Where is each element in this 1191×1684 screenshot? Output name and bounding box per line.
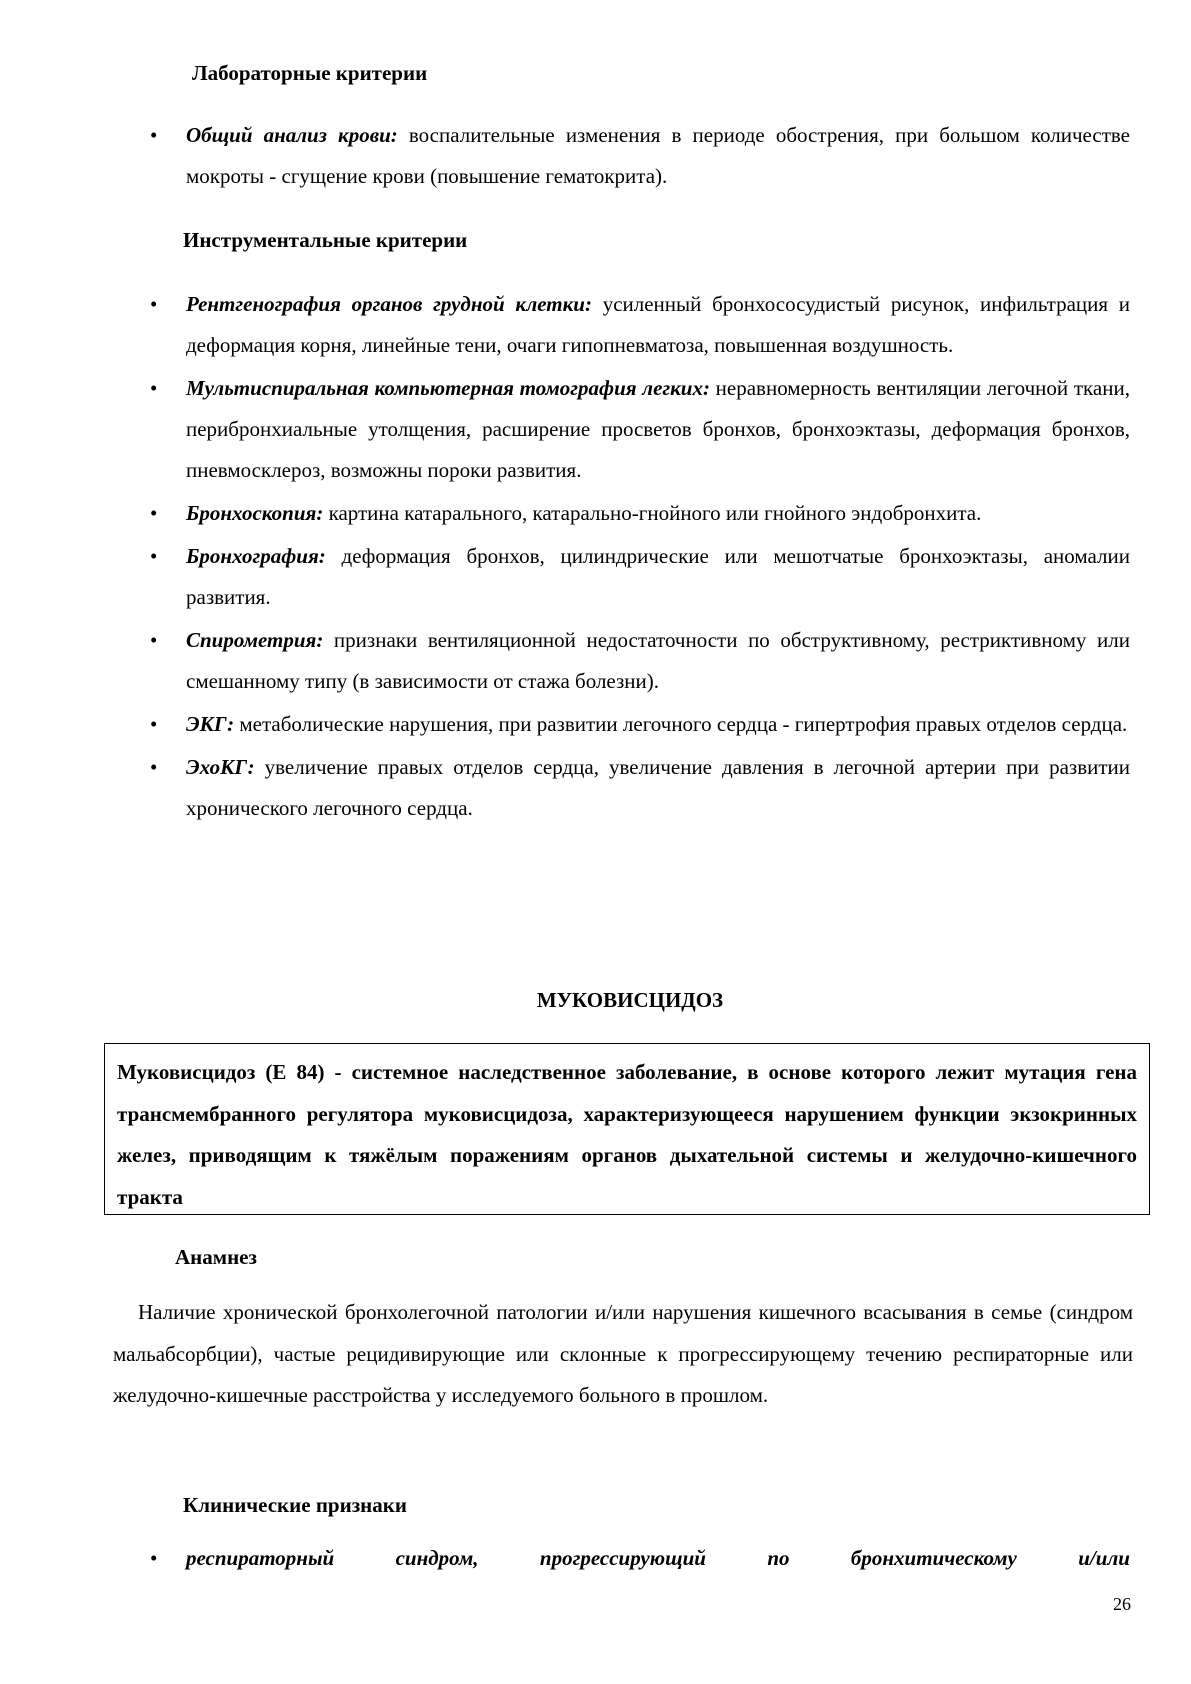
word: респираторный bbox=[186, 1546, 335, 1570]
list-item bbox=[150, 284, 1130, 366]
clinical-list bbox=[150, 1538, 1130, 1579]
bullet-icon: • bbox=[150, 628, 158, 652]
word: и/или bbox=[1078, 1546, 1130, 1570]
bullet-icon: • bbox=[150, 544, 158, 568]
item-term: Бронхоскопия: bbox=[186, 501, 324, 525]
instr-list bbox=[150, 284, 1130, 831]
list-item bbox=[150, 115, 1130, 197]
item-term: Бронхография: bbox=[186, 544, 326, 568]
word: бронхитическому bbox=[850, 1546, 1017, 1570]
bullet-icon: • bbox=[150, 292, 158, 316]
word: по bbox=[767, 1546, 790, 1570]
item-text: увеличение правых отделов сердца, увеличение давления в легочной артерии при развитии хронического легочного сердца. bbox=[186, 755, 1130, 820]
definition-text: Муковисцидоз (Е 84) - системное наследственное заболевание, в основе которого лежит мутация гена трансмембранного регулятора муковисцидоза, характеризующееся нарушением функции экзокринных желез, приводящим к тяжёлым поражениям органов дыхательной системы и желудочно-кишечного тракта bbox=[117, 1060, 1137, 1209]
list-item bbox=[150, 704, 1130, 745]
anamnesis-heading: Анамнез bbox=[175, 1245, 257, 1269]
list-item bbox=[150, 368, 1130, 491]
bullet-icon: • bbox=[150, 123, 158, 147]
list-item bbox=[150, 493, 1130, 534]
list-item bbox=[150, 536, 1130, 618]
bullet-icon: • bbox=[150, 501, 158, 525]
clinical-heading: Клинические признаки bbox=[183, 1493, 407, 1517]
item-text: деформация бронхов, цилиндрические или мешотчатые бронхоэктазы, аномалии развития. bbox=[186, 544, 1130, 609]
bullet-icon: • bbox=[150, 376, 158, 400]
bullet-icon: • bbox=[150, 1546, 158, 1570]
item-term: Мультиспиральная компьютерная томография легких: bbox=[186, 376, 710, 400]
item-term: ЭКГ: bbox=[186, 712, 235, 736]
anamnesis-text: Наличие хронической бронхолегочной патологии и/или нарушения кишечного всасывания в семье (синдром мальабсорбции), частые рецидивирующие или склонные к прогрессирующему течению респираторные или желудочно-кишечные расстройства у исследуемого больного в прошлом. bbox=[113, 1300, 1133, 1407]
list-item bbox=[150, 747, 1130, 829]
list-item bbox=[150, 1538, 1130, 1579]
item-term: Спирометрия: bbox=[186, 628, 324, 652]
item-text: метаболические нарушения, при развитии легочного сердца - гипертрофия правых отделов сердца. bbox=[234, 712, 1128, 736]
item-text: картина катарального, катарально-гнойного или гнойного эндобронхита. bbox=[323, 501, 982, 525]
item-term: Рентгенография органов грудной клетки: bbox=[186, 292, 592, 316]
definition-box bbox=[104, 1043, 1150, 1215]
item-text: неравномерность вентиляции легочной ткани, перибронхиальные утолщения, расширение просветов бронхов, бронхоэктазы, деформация бронхов, пневмосклероз, возможны пороки развития. bbox=[186, 376, 1130, 482]
item-term: Общий анализ крови: bbox=[186, 123, 398, 147]
word: прогрессирующий bbox=[539, 1546, 706, 1570]
bullet-icon: • bbox=[150, 755, 158, 779]
lab-list bbox=[150, 115, 1130, 197]
item-text: воспалительные изменения в периоде обострения, при большом количестве мокроты - сгущение крови (повышение гематокрита). bbox=[186, 123, 1130, 188]
list-item bbox=[150, 620, 1130, 702]
item-term: ЭхоКГ: bbox=[186, 755, 255, 779]
lab-heading: Лабораторные критерии bbox=[192, 61, 428, 85]
section-title: МУКОВИСЦИДОЗ bbox=[536, 988, 724, 1012]
page-number: 26 bbox=[1113, 1594, 1131, 1614]
bullet-icon: • bbox=[150, 712, 158, 736]
item-text: признаки вентиляционной недостаточности по обструктивному, рестриктивному или смешанному типу (в зависимости от стажа болезни). bbox=[186, 628, 1130, 693]
instr-heading: Инструментальные критерии bbox=[183, 228, 468, 252]
item-text: усиленный бронхососудистый рисунок, инфильтрация и деформация корня, линейные тени, очаги гипопневматоза, повышенная воздушность. bbox=[186, 292, 1131, 357]
word: синдром, bbox=[395, 1546, 479, 1570]
